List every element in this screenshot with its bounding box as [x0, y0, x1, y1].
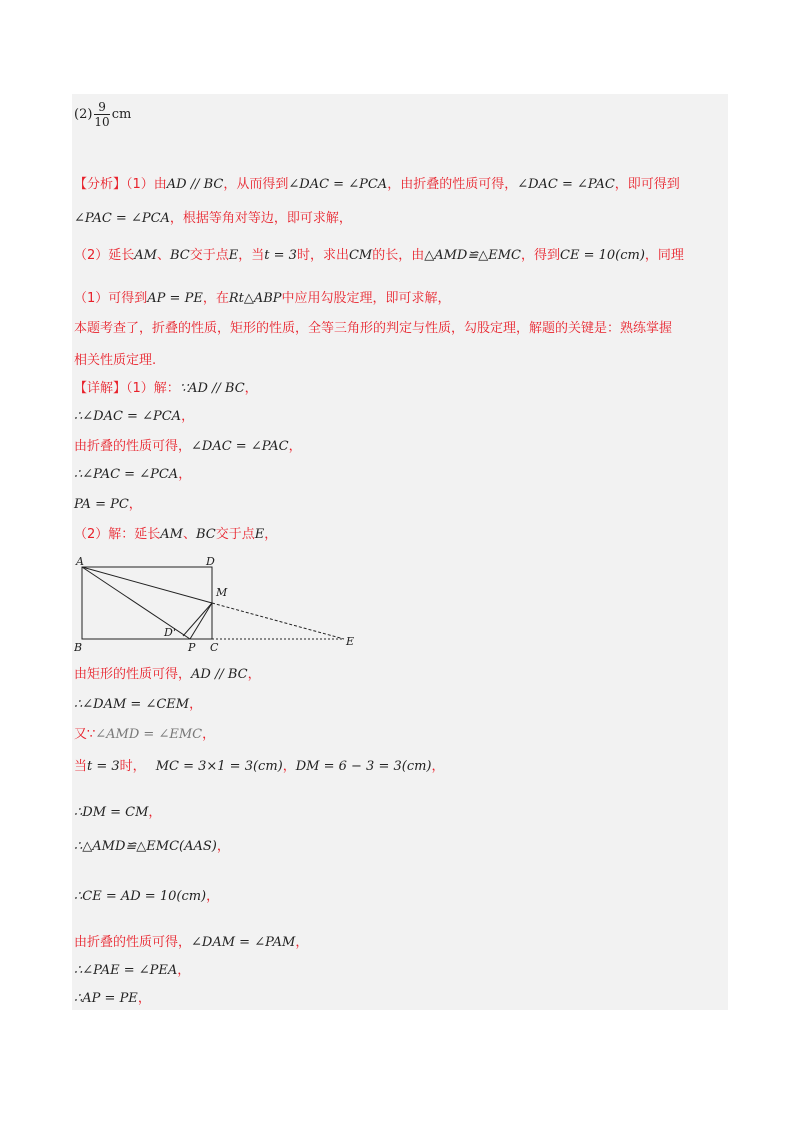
- math: ∵AD // BC: [179, 381, 245, 396]
- text: 又∵: [74, 727, 96, 742]
- text: ，得到: [521, 248, 561, 263]
- proof-line-8: [74, 934, 308, 952]
- math: DM = 6 − 3 = 3(cm): [295, 759, 432, 774]
- text: ，: [431, 759, 445, 774]
- fraction-denominator: 10: [94, 115, 110, 129]
- text: ，同理: [644, 248, 684, 263]
- math: ∴∠DAC = ∠PCA: [74, 409, 182, 424]
- text: 、: [156, 248, 170, 263]
- text: ，: [247, 667, 261, 682]
- text: ，: [244, 381, 258, 396]
- text: ，: [202, 727, 216, 742]
- proof-line-4: [74, 758, 445, 776]
- text: ，: [178, 467, 192, 482]
- text: 交于点: [189, 248, 229, 263]
- text: 由折叠的性质可得，: [74, 935, 192, 950]
- proof-line-5: [74, 804, 161, 822]
- text: （1）可得到: [74, 291, 148, 306]
- text: 时，: [119, 759, 146, 774]
- text: ，在: [202, 291, 229, 306]
- detail-line-3: [74, 438, 302, 456]
- math: AD // BC: [191, 667, 248, 682]
- analysis-line-2: [74, 210, 352, 228]
- proof-line-9: [74, 962, 190, 980]
- text: ，: [128, 497, 142, 512]
- detail-tag: 【详解】: [74, 381, 127, 396]
- math: AM: [134, 248, 157, 263]
- analysis-tag: 【分析】: [74, 177, 127, 192]
- math: BC: [170, 248, 190, 263]
- analysis-line-4: [74, 290, 451, 308]
- math: MC = 3×1 = 3(cm): [155, 759, 283, 774]
- math: ∠DAC = ∠PAC: [517, 177, 615, 192]
- math: △AMD≌△EMC: [424, 248, 521, 263]
- math: ∴∠DAM = ∠CEM: [74, 697, 190, 712]
- proof-line-1: [74, 666, 261, 684]
- math: PA = PC: [74, 497, 129, 512]
- proof-line-7: [74, 888, 219, 906]
- analysis-line-5: 本题考查了，折叠的性质，矩形的性质，全等三角形的判定与性质，勾股定理，解题的关键是：熟练掌握: [74, 321, 673, 336]
- answer-2: [74, 100, 131, 129]
- text: ，: [189, 697, 203, 712]
- text: 的长，由: [372, 248, 425, 263]
- math: Rt△ABP: [228, 291, 282, 306]
- proof-line-3: [74, 726, 215, 744]
- math: CM: [348, 248, 373, 263]
- proof-line-2: [74, 696, 202, 714]
- math: E: [228, 248, 239, 263]
- math: E: [254, 527, 265, 542]
- text: ，当: [238, 248, 265, 263]
- math: AP = PE: [147, 291, 203, 306]
- math: ∴∠PAC = ∠PCA: [74, 467, 179, 482]
- text: ，: [181, 409, 195, 424]
- text: ，即可得到: [614, 177, 680, 192]
- text: （1）解：: [126, 381, 180, 396]
- math: ∠DAM = ∠PAM: [191, 935, 296, 950]
- detail-line-1: [74, 380, 258, 398]
- geometry-diagram: [74, 554, 374, 654]
- proof-line-6: [74, 838, 230, 856]
- text: ，: [177, 963, 191, 978]
- text: ，从而得到: [223, 177, 289, 192]
- math: CE = 10(cm): [560, 248, 645, 263]
- label-d: D: [206, 555, 215, 568]
- math: AM: [160, 527, 183, 542]
- label-p: P: [188, 641, 196, 654]
- text: 由折叠的性质可得，: [74, 439, 192, 454]
- detail-line-2: [74, 408, 194, 426]
- detail-line-6: [74, 526, 277, 544]
- analysis-line-3: [74, 247, 684, 265]
- label-e: E: [346, 635, 355, 648]
- math: ∴DM = CM: [74, 805, 149, 820]
- math: t = 3: [87, 759, 120, 774]
- math: ∠PAC = ∠PCA: [74, 211, 170, 226]
- detail-line-5: [74, 496, 142, 514]
- dashed-me: [212, 603, 344, 639]
- text: ，: [288, 439, 302, 454]
- analysis-line-1: [74, 176, 680, 194]
- label-a: A: [76, 555, 84, 568]
- segment-md-prime: [183, 603, 212, 636]
- math: BC: [196, 527, 216, 542]
- math: AD // BC: [166, 177, 224, 192]
- text: ，由折叠的性质可得，: [387, 177, 518, 192]
- content-panel: [72, 94, 728, 1010]
- text: 当: [74, 759, 88, 774]
- text: ，: [206, 889, 220, 904]
- math: ∴AP = PE: [74, 991, 138, 1006]
- label-c: C: [210, 641, 219, 654]
- text: （2）解：延长: [74, 527, 161, 542]
- text: ，: [264, 527, 278, 542]
- math: ∠AMD = ∠EMC: [95, 727, 203, 742]
- segment-am: [82, 567, 212, 603]
- fraction-numerator: 9: [94, 100, 109, 115]
- text: ，根据等角对等边，即可求解，: [169, 211, 352, 226]
- fraction: [94, 100, 109, 129]
- text: （1）由: [126, 177, 167, 192]
- text: （2）延长: [74, 248, 135, 263]
- segment-pm: [190, 603, 212, 639]
- answer-label: (2): [74, 107, 93, 122]
- text: ，: [295, 935, 309, 950]
- math: ∴△AMD≌△EMC(AAS): [74, 839, 217, 854]
- label-b: B: [74, 641, 83, 654]
- text: ，: [137, 991, 151, 1006]
- label-m: M: [216, 586, 228, 599]
- text: ，: [282, 759, 296, 774]
- text: ，: [148, 805, 162, 820]
- analysis-line-6: 相关性质定理.: [74, 353, 157, 368]
- answer-unit: cm: [111, 107, 132, 122]
- text: 中应用勾股定理，即可求解，: [281, 291, 451, 306]
- text: ，: [216, 839, 230, 854]
- math: ∴∠PAE = ∠PEA: [74, 963, 178, 978]
- text: 由矩形的性质可得，: [74, 667, 192, 682]
- math: ∠DAC = ∠PCA: [288, 177, 388, 192]
- label-d-prime: D': [164, 626, 176, 639]
- math: t = 3: [264, 248, 297, 263]
- math: ∴CE = AD = 10(cm): [74, 889, 207, 904]
- math: ∠DAC = ∠PAC: [191, 439, 289, 454]
- text: 、: [182, 527, 196, 542]
- rectangle-abcd: [82, 567, 212, 639]
- detail-line-4: [74, 466, 191, 484]
- text: 时，求出: [296, 248, 349, 263]
- text: 交于点: [215, 527, 255, 542]
- proof-line-10: [74, 990, 151, 1008]
